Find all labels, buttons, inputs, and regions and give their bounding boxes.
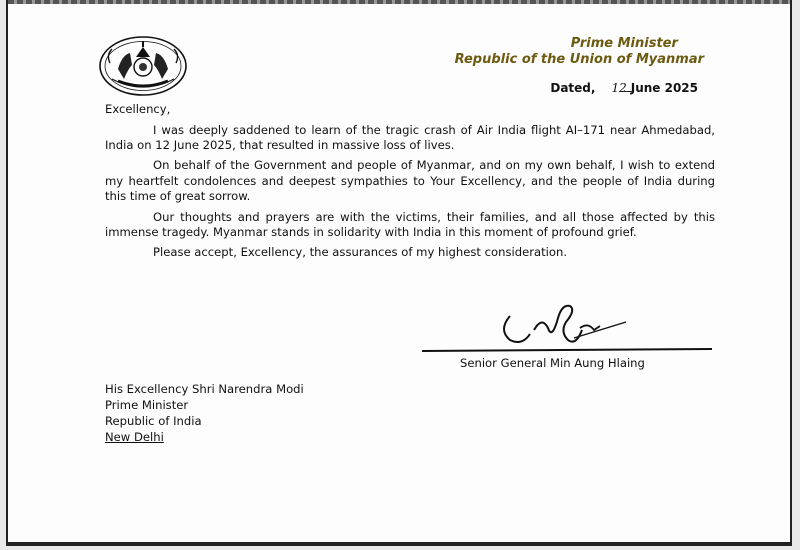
paragraph-4: Please accept, Excellency, the assurances of my highest consideration. — [153, 245, 568, 260]
signer-name: Senior General Min Aung Hlaing — [460, 356, 645, 370]
letterhead — [455, 36, 704, 68]
paragraph-3: Our thoughts and prayers are with the victims, their families, and all those affected by this immense tragedy. Myanmar stands in solidarity with India in this moment of profound grief. — [105, 209, 715, 240]
top-edge-strip — [8, 0, 790, 4]
letter-body — [105, 102, 715, 265]
addressee-block — [105, 381, 304, 445]
addressee-city: New Delhi — [105, 430, 164, 444]
letterhead-subtitle: Republic of the Union of Myanmar — [454, 52, 704, 67]
paragraph-2: On behalf of the Government and people of Myanmar, and on my own behalf, I wish to extend my heartfelt condolences and deepest sympathies to Your Excellency, and the people of India during this time of great sorrow. — [105, 158, 715, 204]
salutation: Excellency, — [105, 102, 171, 116]
paragraph-1: I was deeply saddened to learn of the tragic crash of Air India flight AI–171 near Ahmedabad, India on 12 June 2025, that resulted in massive loss of lives. — [105, 122, 715, 153]
addressee-title: Prime Minister — [105, 398, 189, 412]
state-seal-icon — [98, 35, 188, 97]
addressee-country: Republic of India — [105, 414, 202, 428]
letterhead-title: Prime Minister — [570, 36, 678, 51]
handwritten-signature — [496, 296, 696, 356]
date-rest: June 2025 — [630, 81, 698, 95]
date-day: 12 — [611, 81, 627, 95]
date-prefix: Dated, — [550, 81, 596, 95]
letter-page — [6, 0, 792, 546]
letter-date — [550, 81, 698, 95]
bottom-edge — [8, 542, 790, 546]
addressee-name: His Excellency Shri Narendra Modi — [105, 382, 304, 396]
